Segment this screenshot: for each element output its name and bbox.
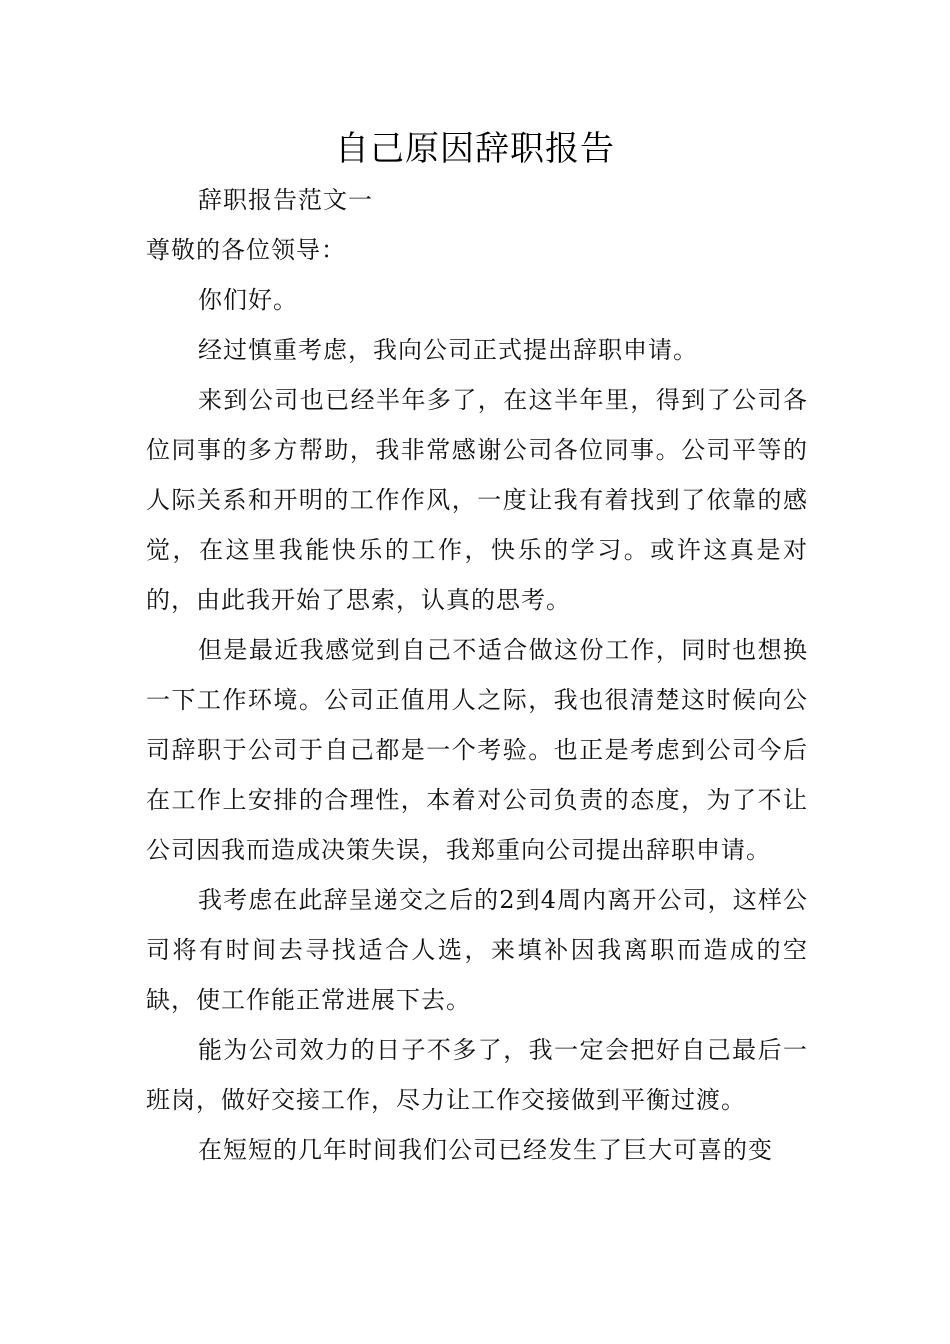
paragraph-sample-heading: 辞职报告范文一	[198, 186, 373, 214]
paragraph-intent: 经过慎重考虑，我向公司正式提出辞职申请。	[198, 336, 698, 364]
document-title: 自己原因辞职报告	[335, 129, 615, 169]
paragraph-reason: 但是最近我感觉到自己不适合做这份工作，同时也想换一下工作环境。公司正值用人之际，我也很清楚这时候向公司辞职于公司于自己都是一个考验。也正是考虑到公司今后在工作上安排的合理性，本着对公司负责的态度，为了不让公司因我而造成决策失误，我郑重向公司提出辞职申请。	[146, 636, 808, 864]
paragraph-greeting: 你们好。	[198, 286, 298, 314]
paragraph-timeline: 我考虑在此辞呈递交之后的2到4周内离开公司，这样公司将有时间去寻找适合人选，来填补因我离职而造成的空缺，使工作能正常进展下去。	[146, 886, 808, 1014]
paragraph-closing-partial: 在短短的几年时间我们公司已经发生了巨大可喜的变	[198, 1136, 773, 1164]
document-body	[146, 175, 808, 1175]
paragraph-salutation: 尊敬的各位领导：	[146, 236, 346, 264]
paragraph-gratitude: 来到公司也已经半年多了，在这半年里，得到了公司各位同事的多方帮助，我非常感谢公司各位同事。公司平等的人际关系和开明的工作作风，一度让我有着找到了依靠的感觉，在这里我能快乐的工作，快乐的学习。或许这真是对的，由此我开始了思索，认真的思考。	[146, 386, 808, 614]
paragraph-handover: 能为公司效力的日子不多了，我一定会把好自己最后一班岗，做好交接工作，尽力让工作交接做到平衡过渡。	[146, 1036, 808, 1114]
